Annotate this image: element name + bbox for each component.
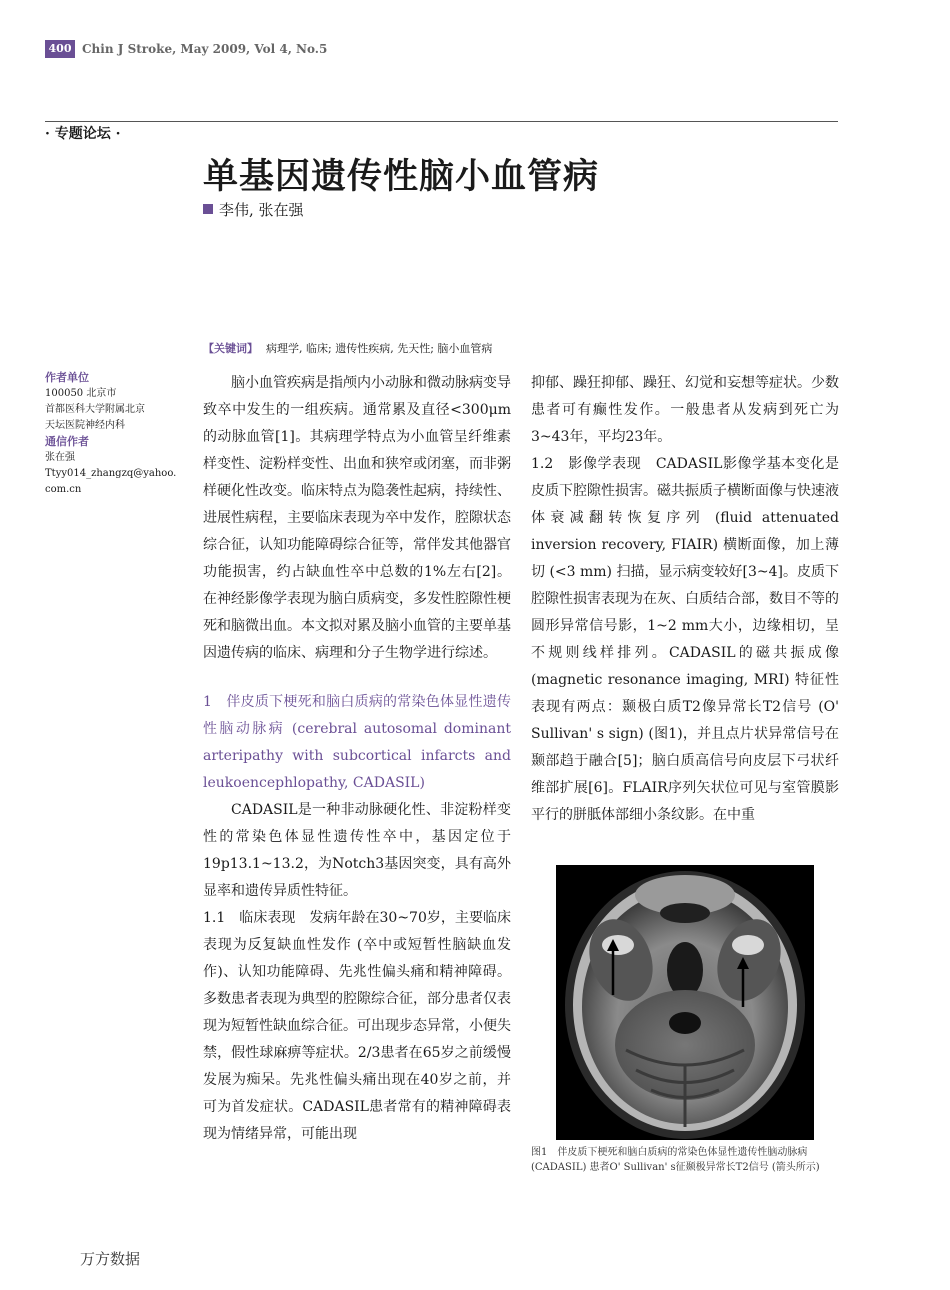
clinical-continued-paragraph: 抑郁、躁狂抑郁、躁狂、幻觉和妄想等症状。少数患者可有癫性发作。一般患者从发病到死亡为3~43年，平均23年。	[531, 375, 839, 445]
page-number: 400	[45, 40, 75, 58]
journal-citation: Chin J Stroke, May 2009, Vol 4, No.5	[82, 42, 328, 56]
intro-paragraph: 脑小血管疾病是指颅内小动脉和微动脉病变导致卒中发生的一组疾病。通常累及直径<300μm的动脉血管[1]。其病理学特点为小血管呈纤维素样变性、淀粉样变性、出血和狭窄或闭塞，而非粥样硬化性改变。临床特点为隐袭性起病，持续性、进展性病程，主要临床表现为卒中发作，腔隙状态综合征，认知功能障碍综合征等，常伴发其他器官功能损害，约占缺血性卒中总数的1%左右[2]。在神经影像学表现为脑白质病变，多发性腔隙性梗死和脑微出血。本文拟对累及脑小血管的主要单基因遗传病的临床、病理和分子生物学进行综述。	[203, 375, 511, 661]
section-heading-cadasil: 1 伴皮质下梗死和脑白质病的常染色体显性遗传性脑动脉病 (cerebral autosomal dominant arteripathy with subcortical infarcts and leukoencephlopathy, CADASIL)	[203, 694, 511, 791]
section-label: · 专题论坛 ·	[45, 126, 121, 142]
affiliation-label: 作者单位	[45, 371, 89, 384]
affiliation-line: 100050 北京市	[45, 388, 117, 399]
affiliation-line: 天坛医院神经内科	[45, 420, 125, 431]
figure-caption: 图1 伴皮质下梗死和脑白质病的常染色体显性遗传性脑动脉病 (CADASIL) 患者O' Sullivan' s征颞极异常长T2信号 (箭头所示)	[531, 1147, 820, 1173]
correspondence-name: 张在强	[45, 452, 75, 463]
email-line: Ttyy014_zhangzq@yahoo.	[45, 468, 177, 479]
affiliation-line: 首都医科大学附属北京	[45, 404, 145, 415]
clinical-paragraph: 1.1 临床表现 发病年龄在30~70岁，主要临床表现为反复缺血性发作 (卒中或短暂性脑缺血发作)、认知功能障碍、先兆性偏头痛和精神障碍。多数患者表现为典型的腔隙综合征，部分患者仅表现为短暂性缺血综合征。可出现步态异常，小便失禁，假性球麻痹等症状。2/3患者在65岁之前缓慢发展为痴呆。先兆性偏头痛出现在40岁之前，并可为首发症状。CADASIL患者常有的精神障碍表现为情绪异常，可能出现	[203, 910, 511, 1142]
keywords-label: 【关键词】	[203, 342, 258, 355]
author-info-sidebar	[45, 370, 195, 498]
authors-text: 李伟, 张在强	[219, 201, 304, 219]
right-column	[531, 370, 839, 829]
watermark: 万方数据	[80, 1250, 141, 1268]
header-divider	[45, 121, 838, 122]
keywords	[203, 340, 492, 358]
imaging-paragraph: 1.2 影像学表现 CADASIL影像学基本变化是皮质下腔隙性损害。磁共振质子横断面像与快速液体衰减翻转恢复序列 (fluid attenuated inversion recovery, FIAIR) 横断面像，加上薄切 (<3 mm) 扫描，显示病变较好[3~4]。皮质下腔隙性损害表现为在灰、白质结合部，数目不等的圆形异常信号影，1~2 mm大小，边缘相切，呈不规则线样排列。CADASIL的磁共振成像 (magnetic resonance imaging, MRI) 特征性表现有两点：颞极白质T2像异常长T2信号 (O' Sullivan' s sign) (图1)，并且点片状异常信号在颞部趋于融合[5]；脑白质高信号向皮层下弓状纤维部扩展[6]。FLAIR序列矢状位可见与室管膜影平行的胼胝体部细小条纹影。在中重	[531, 456, 839, 823]
left-column	[203, 370, 511, 1148]
cadasil-intro-paragraph: CADASIL是一种非动脉硬化性、非淀粉样变性的常染色体显性遗传性卒中，基因定位于19p13.1~13.2，为Notch3基因突变，具有高外显率和遗传异质性特征。	[203, 802, 511, 899]
square-bullet-icon	[203, 204, 213, 214]
article-title: 单基因遗传性脑小血管病	[203, 157, 600, 197]
keywords-text: 病理学, 临床; 遗传性疾病, 先天性; 脑小血管病	[266, 342, 493, 355]
email-line: com.cn	[45, 484, 82, 495]
correspondence-label: 通信作者	[45, 435, 89, 448]
mri-figure	[556, 865, 814, 1140]
article-authors	[203, 200, 304, 220]
brain-mri-image	[556, 865, 814, 1140]
